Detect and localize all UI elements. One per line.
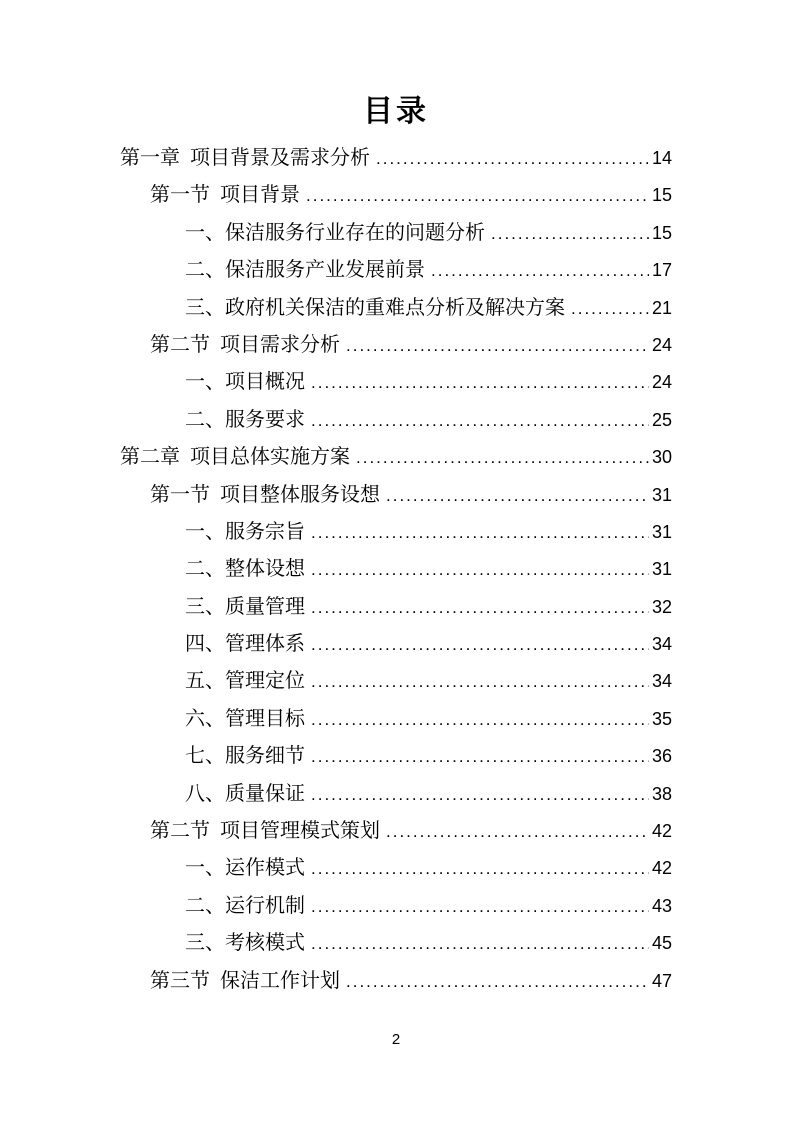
toc-entry[interactable] xyxy=(120,477,672,514)
toc-entry-label: 一、项目概况 xyxy=(185,371,305,394)
toc-entry-label: 二、整体设想 xyxy=(185,558,305,581)
toc-entry-page: 47 xyxy=(651,970,672,991)
toc-entry-label: 四、管理体系 xyxy=(185,633,305,656)
toc-leader-dots xyxy=(346,963,649,1000)
toc-leader-dots xyxy=(491,215,649,252)
toc-entry-page: 15 xyxy=(651,185,672,206)
toc-entry-label: 二、保洁服务产业发展前景 xyxy=(185,259,425,282)
toc-entry-page: 31 xyxy=(651,559,672,580)
toc-leader-dots xyxy=(311,738,649,775)
toc-entry-label: 第二章 项目总体实施方案 xyxy=(120,446,350,469)
toc-entry-page: 17 xyxy=(651,260,672,281)
page-title: 目录 xyxy=(363,95,429,128)
toc-leader-dots xyxy=(346,327,649,364)
toc-entry-page: 31 xyxy=(651,484,672,505)
toc-entry[interactable] xyxy=(120,626,672,663)
toc-leader-dots xyxy=(311,701,649,738)
toc-entry-page: 25 xyxy=(651,409,672,430)
toc-entry[interactable] xyxy=(120,589,672,626)
toc-entry[interactable] xyxy=(120,850,672,887)
toc-entry-label: 二、运行机制 xyxy=(185,894,305,917)
toc-entry-label: 一、保洁服务行业存在的问题分析 xyxy=(185,221,485,244)
toc-entry-page: 30 xyxy=(651,447,672,468)
toc-entry-label: 八、质量保证 xyxy=(185,782,305,805)
toc-entry-label: 第一节 项目背景 xyxy=(150,184,300,207)
footer-page-number: 2 xyxy=(391,1031,401,1048)
toc-leader-dots xyxy=(311,589,649,626)
toc-entry-label: 第二节 项目需求分析 xyxy=(150,333,340,356)
toc-entry-page: 45 xyxy=(651,933,672,954)
toc-entry[interactable] xyxy=(120,738,672,775)
toc-entry-page: 42 xyxy=(651,821,672,842)
toc-entry-label: 五、管理定位 xyxy=(185,670,305,693)
toc-entry-page: 36 xyxy=(651,746,672,767)
toc-leader-dots xyxy=(311,364,649,401)
toc-entry[interactable] xyxy=(120,439,672,476)
toc-entry-page: 38 xyxy=(651,783,672,804)
toc-leader-dots xyxy=(311,663,649,700)
toc-entry-page: 14 xyxy=(651,148,672,168)
toc-entry-label: 七、服务细节 xyxy=(185,745,305,768)
toc-entry-page: 24 xyxy=(651,334,672,355)
toc-leader-dots xyxy=(311,888,649,925)
toc-entry-label: 三、政府机关保洁的重难点分析及解决方案 xyxy=(185,296,565,319)
toc-entry-label: 六、管理目标 xyxy=(185,707,305,730)
toc-entry[interactable] xyxy=(120,888,672,925)
toc-entry[interactable] xyxy=(120,327,672,364)
toc-entry-page: 21 xyxy=(651,297,672,318)
toc-entry-label: 第二节 项目管理模式策划 xyxy=(150,820,380,843)
toc-entry[interactable] xyxy=(120,177,672,214)
table-of-contents xyxy=(120,140,672,1000)
toc-entry-page: 24 xyxy=(651,372,672,393)
toc-entry-label: 三、质量管理 xyxy=(185,595,305,618)
toc-entry[interactable] xyxy=(120,813,672,850)
toc-entry-page: 15 xyxy=(651,222,672,243)
toc-entry-page: 31 xyxy=(651,521,672,542)
toc-entry-page: 43 xyxy=(651,895,672,916)
toc-leader-dots xyxy=(311,626,649,663)
toc-entry-page: 32 xyxy=(651,596,672,617)
toc-entry-page: 34 xyxy=(651,671,672,692)
toc-entry-label: 一、运作模式 xyxy=(185,857,305,880)
toc-leader-dots xyxy=(571,290,649,327)
toc-entry[interactable] xyxy=(120,776,672,813)
toc-entry[interactable] xyxy=(120,925,672,962)
toc-leader-dots xyxy=(311,850,649,887)
toc-entry-label: 一、服务宗旨 xyxy=(185,520,305,543)
toc-leader-dots xyxy=(306,177,649,214)
toc-entry[interactable] xyxy=(120,701,672,738)
toc-entry-label: 三、考核模式 xyxy=(185,932,305,955)
toc-entry-page: 35 xyxy=(651,708,672,729)
toc-leader-dots xyxy=(376,140,649,177)
toc-entry[interactable] xyxy=(120,963,672,1000)
toc-entry[interactable] xyxy=(120,290,672,327)
toc-entry-label: 第一章 项目背景及需求分析 xyxy=(120,147,370,169)
toc-leader-dots xyxy=(311,402,649,439)
toc-entry-label: 第三节 保洁工作计划 xyxy=(150,969,340,992)
toc-entry[interactable] xyxy=(120,364,672,401)
toc-leader-dots xyxy=(311,776,649,813)
toc-entry[interactable] xyxy=(120,551,672,588)
toc-leader-dots xyxy=(386,477,649,514)
toc-leader-dots xyxy=(311,514,649,551)
toc-entry[interactable] xyxy=(120,663,672,700)
toc-leader-dots xyxy=(311,925,649,962)
toc-leader-dots xyxy=(386,813,649,850)
toc-entry[interactable] xyxy=(120,215,672,252)
toc-entry[interactable] xyxy=(120,140,672,177)
toc-entry[interactable] xyxy=(120,514,672,551)
toc-leader-dots xyxy=(431,252,649,289)
toc-entry[interactable] xyxy=(120,252,672,289)
toc-entry[interactable] xyxy=(120,402,672,439)
toc-leader-dots xyxy=(311,551,649,588)
toc-leader-dots xyxy=(356,439,649,476)
toc-entry-page: 42 xyxy=(651,858,672,879)
toc-entry-label: 第一节 项目整体服务设想 xyxy=(150,483,380,506)
toc-entry-page: 34 xyxy=(651,634,672,655)
toc-entry-label: 二、服务要求 xyxy=(185,408,305,431)
